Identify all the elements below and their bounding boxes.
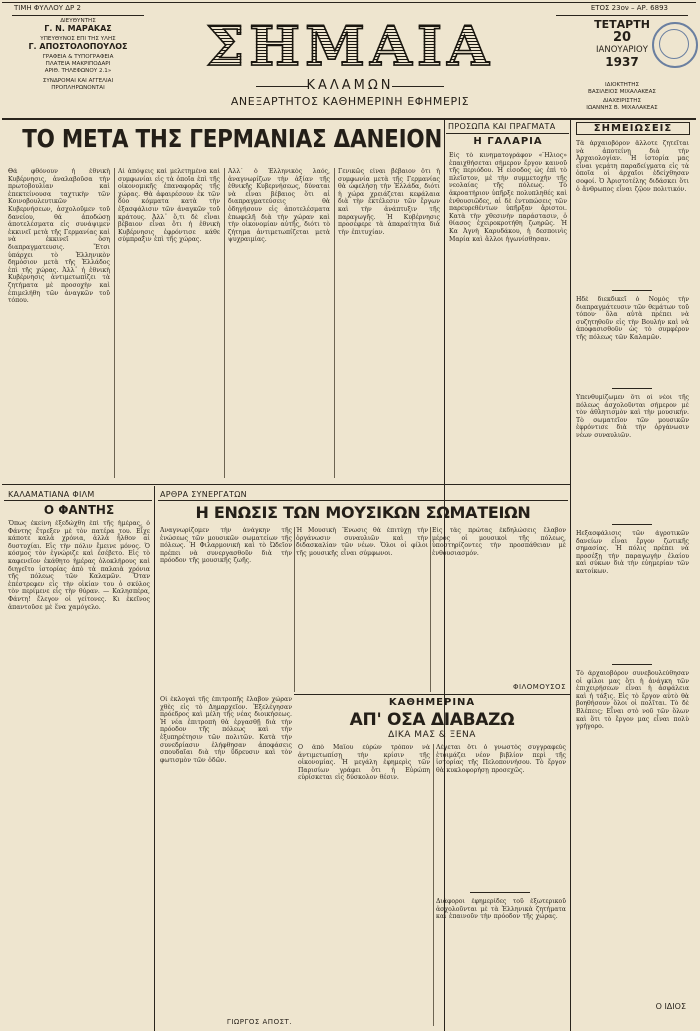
newspaper-city: ΚΑΛΑΜΩΝ xyxy=(306,78,394,93)
notes-para-3: Υπενθυμίζωμεν ὅτι οἱ νέοι τῆς πόλεως ἀσχολοῦνται σήμερον μὲ τὸν ἀθλητισμὸν καὶ τὴν μουσικήν. Τὸ σωματεῖον τῶν μουσικῶν ἐφρόντισε διὰ τὴν ὀργάνωσιν νέων συναυλιῶν. xyxy=(576,394,689,439)
offices-label: ΓΡΑΦΕΙΑ & ΤΥΠΟΓΡΑΦΕΙΑ xyxy=(42,54,114,61)
notes-signature: Ο ΙΔΙΟΣ xyxy=(655,1002,686,1011)
owner-label: ΙΔΙΟΚΤΗΤΗΣ xyxy=(605,82,639,88)
reading-signature: ΓΙΩΡΓΟΣ ΑΠΟΣΤ. xyxy=(226,1018,292,1026)
date-year: 1937 xyxy=(605,55,639,69)
date-month: ΙΑΝΟΥΑΡΙΟΥ xyxy=(596,45,648,55)
manager-name: ΙΩΑΝΝΗΣ Β. ΜΙΧΑΛΑΚΕΑΣ xyxy=(586,105,658,111)
notes-section-label: ΣΗΜΕΙΩΣΕΙΣ xyxy=(576,122,690,135)
main-headline: ΤΟ ΜΕΤΑ ΤΗΣ ΓΕΡΜΑΝΙΑΣ ΔΑΝΕΙΟΝ xyxy=(22,124,443,153)
reading-col2: Λέγεται ὅτι ὁ γνωστὸς συγγραφεὺς ἐτοιμάζει νέον βιβλίον περὶ τῆς ἱστορίας τῆς Πελοποννήσου. Τὸ ἔργον θὰ κυκλοφορήσῃ προσεχῶς. xyxy=(436,744,566,774)
prepaid-label: ΠΡΟΠΛΗΡΩΝΟΝΤΑΙ xyxy=(51,85,105,92)
owner-name: ΒΑΣΙΛΕΙΟΣ ΜΙΧΑΛΑΚΕΑΣ xyxy=(588,89,656,95)
film-text: Ὅπως ἐκείνη ἐξεδώχθη ἐπὶ τῆς ἡμέρας, ὁ Φάντης ἔτρεξεν μὲ τὸν πατέρα του. Εἶχε κάποτε καλὰ χρόνια, ἀλλὰ ἦλθον αἱ δυστυχίαι. Εἰς τὴν πόλιν ἔμεινε μόνος. Ὁ κόσμος τὸν ἐγνώριζε καὶ ἐσέβετο. Εἰς τὸ καφενεῖον ἐκάθητο ἡμέρας ὁλοκλήρους καὶ διηγεῖτο ἱστορίας ἀπὸ τὰ παλαιὰ χρόνια τῆς πόλεως τῶν Καλαμῶν. Ὅταν ἐπέστρεφεν εἰς τὴν οἰκίαν του ὁ σκύλος τὸν περίμενε εἰς τὴν θύραν. — Καλησπέρα, Φάντη! ἔλεγον οἱ γείτονες. Κι ἐκεῖνος ἀπαντοῦσε μὲ ἕνα χαμόγελο. xyxy=(8,520,150,611)
director-name: Γ. Ν. ΜΑΡΑΚΑΣ xyxy=(44,24,112,33)
newspaper-tagline: ΑΝΕΞΑΡΤΗΤΟΣ ΚΑΘΗΜΕΡΙΝΗ ΕΦΗΜΕΡΙΣ xyxy=(230,95,470,108)
date-day: 20 xyxy=(612,30,632,45)
newspaper-title: ΣΗΜΑΙΑ xyxy=(160,14,540,78)
issue-number: ΕΤΟΣ 23ον – ΑΡ. 6893 xyxy=(590,4,668,12)
editor-label: ΥΠΕΥΘΥΝΟΣ ΕΠΙ ΤΗΣ ΥΛΗΣ xyxy=(40,36,116,43)
contributors-section-label: ΑΡΘΡΑ ΣΥΝΕΡΓΑΤΩΝ xyxy=(160,490,247,499)
director-label: ΔΙΕΥΘΥΝΤΗΣ xyxy=(60,18,96,24)
price-label: ΤΙΜΗ ΦΥΛΛΟΥ ΔΡ 2 xyxy=(14,4,81,12)
reading-headline: ΑΠ' ΟΣΑ ΔΙΑΒΑΖΩ xyxy=(349,710,515,730)
daily-section-label: ΚΑΘΗΜΕΡΙΝΑ xyxy=(388,697,476,708)
main-article-col1: Θά φθόνουν ἡ ἐθνικὴ Κυβέρνησις, ἀναλαβοῦσα τὴν πρωτοβουλίαν καὶ ἐπεκτείνουσα ταχτικὴν τῶν Κοινοβουλευτικῶν Κυβερνήσεων, ἀσχολοῦμεν τοῦ δανείου, θά ἀποδώσῃ ἀποτελέσματα εἰς συνάψιμεν ἐκκινεῖ μετὰ τῆς Γερμανίας καὶ νὰ ἐκκινεῖ ὅση διαπραγματευσις. Ἔτσι ὑπάρχει τὸ Ἑλληνικὸν δημόσιον μετὰ τῆς Ἐλλάδος ἐπὶ τῆς χώρας. Ἀλλ᾽ ἡ ἐθνικὴ Κυβέρνησις ἀντιμετωπίζει τὰ ζητήματα μὲ προσοχὴν καὶ ἐπιμελήθη τῶν ἀναγκῶν τοῦ τόπου. xyxy=(8,168,110,305)
reading-subhead: ΔΙΚΑ ΜΑΣ & ΞΕΝΑ xyxy=(388,730,476,740)
date-block xyxy=(556,18,688,69)
notes-para-1: Τὰ ἀρχαιοβόρον ἄλλοτε ζητεῖται νὰ ἀποτείνῃ διὰ τὴν Ἀρχαιολογίαν. Ἡ ἱστορία μας εἶναι γεμάτη παραδείγματα εἰς τὰ ὁποῖα οἱ ἀρχαῖοι ἐδείχθησαν σοφοί. Ὁ Ἀριστοτέλης διδάσκει ὅτι ὁ ἄνθρωπος εἶναι ζῷον πολιτικόν. xyxy=(576,140,689,193)
editor-name: Γ. ΑΠΟΣΤΟΛΟΠΟΥΛΟΣ xyxy=(28,42,128,52)
notes-para-4: Ηεξασφάλισις τῶν ἀγροτικῶν δανείων εἶναι ἔργον ζωτικῆς σημασίας. Ἡ πόλις πρέπει νὰ προσέξῃ τὴν παραγωγὴν ἐλαίου καὶ σύκων διὰ τὴν εὐημερίαν τῶν κατοίκων. xyxy=(576,530,689,575)
union-col1-continued: Οἱ ἐκλογαὶ τῆς ἐπιτροπῆς ἔλαβον χώραν χθὲς εἰς τὸ Δημαρχεῖον. Ἐξελέγησαν πρόεδρος καὶ μέλη τῆς νέας διοικήσεως. Ἡ νέα ἐπιτροπὴ θὰ ἐργασθῇ διὰ τὴν πρόοδον τῆς πόλεως καὶ τὴν ἐξυπηρέτησιν τῶν πολιτῶν. Κατὰ τὴν συνεδρίασιν ἐλήφθησαν ἀποφάσεις σπουδαῖαι διὰ τὴν ὕδρευσιν καὶ τὸν φωτισμὸν τῶν ὁδῶν. xyxy=(160,696,292,764)
film-title: Ο ΦΑΝΤΗΣ xyxy=(43,503,115,517)
masthead-right-info xyxy=(556,82,688,112)
manager-label: ΔΙΑΧΕΙΡΙΣΤΗΣ xyxy=(602,98,642,104)
reading-col1: Ο ἀπὸ Μαΐου εὐρὼν τρόπον νὰ ἀντιμετωπίσῃ τὴν κρίσιν τῆς οἰκονομίας. Ἡ μεγάλη ἐφημερὶς τῶν Παρισίων γράφει ὅτι ἡ Εὐρώπη εὑρίσκεται εἰς δύσκολον θέσιν. xyxy=(298,744,430,782)
main-article-col3: Ἀλλ᾽ ὁ Ἑλληνικὸς λαός, ἀναγνωρίζων τὴν ἀξίαν τῆς ἐθνικῆς Κυβερνήσεως, δύναται νὰ εἶναι βέβαιος ὅτι αἱ διαπραγματεύσεις θὰ ὁδηγήσουν εἰς ἀποτελέσματα ἐπωφελῆ διὰ τὴν χώραν καὶ τὴν οἰκονομίαν αὐτῆς, διότι τὸ ζήτημα ἀντιμετωπίζεται μετὰ ψυχραιμίας. xyxy=(228,168,330,244)
notes-para-5: Τὸ ἀρχαιοβόρον συνεβουλεύθησαν οἱ φίλοι μας ὅτι ἡ ἀνάγκη τῶν ἐπιχειρήσεων εἶναι ἡ ἀσφάλεια καὶ ἡ τάξις. Εἰς τὸ ἔργον αὐτὸ θὰ βοηθήσουν ὅλοι οἱ πολῖται. Τὸ δὲ Βλέπεις; Εἶναι στὸ νοῦ τῶν ὅλων καὶ ὅτι τὸ ἔργον μας εἶναι πολὺ γρήγορο. xyxy=(576,670,689,731)
union-col1: Ἀναγνωρίζομεν τὴν ἀνάγκην τῆς ἑνώσεως τῶν μουσικῶν σωματείων τῆς πόλεως. Ἡ Φιλαρμονικὴ καὶ τὸ Ὠδεῖον πρέπει νὰ συνεργασθοῦν διὰ τὴν πρόοδον τῆς μουσικῆς ζωῆς. xyxy=(160,527,292,565)
gallery-section-label: ΠΡΟΣΩΠΑ ΚΑΙ ΠΡΑΓΜΑΤΑ xyxy=(448,122,556,131)
main-article-col4: Γενικῶς εἶναι βέβαιον ὅτι ἡ συμφωνία μετὰ τῆς Γερμανίας θὰ ὠφελήσῃ τὴν Ἑλλάδα, διότι ἡ χώρα χρειάζεται κεφάλαια διὰ τὴν ἐκτέλεσιν τῶν ἔργων καὶ τὴν ἀνάπτυξιν τῆς παραγωγῆς. Ἡ Κυβέρνησις προσέφερε τὰ ἀπαραίτητα διὰ τὴν ἐπιτυχίαν. xyxy=(338,168,440,236)
phone-number: ΑΡΙΘ. ΤΗΛΕΦΩΝΟΥ 2.1» xyxy=(44,68,112,75)
film-section-label: ΚΑΛΑΜΑΤΙΑΝΑ ΦΙΛΜ xyxy=(8,490,95,499)
masthead-left-info xyxy=(12,18,144,92)
gallery-title: Η ΓΑΛΑΡΙΑ xyxy=(473,136,543,147)
notes-para-2: Ηδὲ διεκδικεῖ ὁ Νομὸς τὴν διαπραγμάτευσιν τῶν θεμάτων τοῦ τόπου· ὅλα αὐτὰ πρέπει νὰ συζητηθοῦν εἰς τὴν Βουλήν καὶ νὰ ἀποφασισθοῦν ὡς τὸ συμφέρον τῆς πόλεως τῶν Καλαμῶν. xyxy=(576,296,689,341)
union-col2: Ἡ Μουσικὴ Ἕνωσις θὰ ἐπιτύχῃ τὴν ὀργάνωσιν συναυλιῶν καὶ τὴν διδασκαλίαν τῶν νέων. Ὅλοι οἱ φίλοι τῆς μουσικῆς εἶναι σύμφωνοι. xyxy=(296,527,428,557)
reading-col3: Διάφοροι ἐφημερίδες τοῦ ἐξωτερικοῦ ἀσχολοῦνται μὲ τὰ Ἑλληνικὰ ζητήματα καὶ ἐπαινοῦν τὴν πρόοδον τῆς χώρας. xyxy=(436,898,566,921)
union-byline: ΦΙΛΟΜΟΥΣΟΣ xyxy=(512,683,566,691)
union-col3: Εἰς τὰς πρώτας ἐκδηλώσεις ἔλαβον μέρος οἱ μουσικοὶ τῆς πόλεως, ὑποστηρίζοντες τὴν προσπάθειαν μὲ ἐνθουσιασμόν. xyxy=(432,527,566,557)
main-article-col2: Αἱ ἀπόψεις καὶ μελετημένα καὶ συμφωνίαι εἰς τὰ ὁποῖα ἐπὶ τῆς οἰκονομικῆς ἐπαναφορᾶς τῆς χώρας. Θὰ ἀφαιρέσουν ἐκ τῶν δύο κόμματα κατὰ τὴν ἐξασφάλισιν τῶν ἀναγκῶν τοῦ κράτους. Ἀλλ᾽ ὅ,τι δὲ εἶναι βέβαιον εἶναι ὅτι ἡ ἐθνικὴ Κυβέρνησις ἐφρόντισε κάθε σύμπραξιν ἐπὶ τῆς χώρας. xyxy=(118,168,220,244)
offices-address: ΠΛΑΤΕΙΑ ΜΑΚΡΙΠΟΔΑΡΙ xyxy=(45,61,111,68)
gallery-text: Εἰς τὸ κινηματογράφον «Ἥλιος» ἐπαιχθήσεται σήμερον ἔργον καινοῦ τῆς περιόδου. Ἡ εἰσοδος ὡς ἐπὶ τὸ πλεῖστον, μὲ τὴν συμμετοχὴν τῆς νεολαίας τῆς πόλεως. Τὸ ἀκροατήριον ὑπῆρξε πολυπληθές καὶ ἐνθουσιῶδες, αἱ δὲ ἐντυπώσεις τῶν παρευρεθέντων ὑπῆρξαν ἄριστοι. Κατὰ τὴν χθεσινὴν παράστασιν, ὁ θίασος ἐχειροκροτήθη ζωηρῶς. Ἡ Κα Ἀγνὴ Καρυδάκου, ἡ δεσποινὶς Μαρία καὶ ἄλλοι ἠγωνίσθησαν. xyxy=(449,152,567,243)
union-headline: Η ΕΝΩΣΙΣ ΤΩΝ ΜΟΥΣΙΚΩΝ ΣΩΜΑΤΕΙΩΝ xyxy=(195,503,531,522)
weekday: ΤΕΤΑΡΤΗ xyxy=(594,18,650,31)
subscriptions-label: ΣΥΝΔΡΟΜΑΙ ΚΑΙ ΑΓΓΕΛΙΑΙ xyxy=(42,78,114,85)
